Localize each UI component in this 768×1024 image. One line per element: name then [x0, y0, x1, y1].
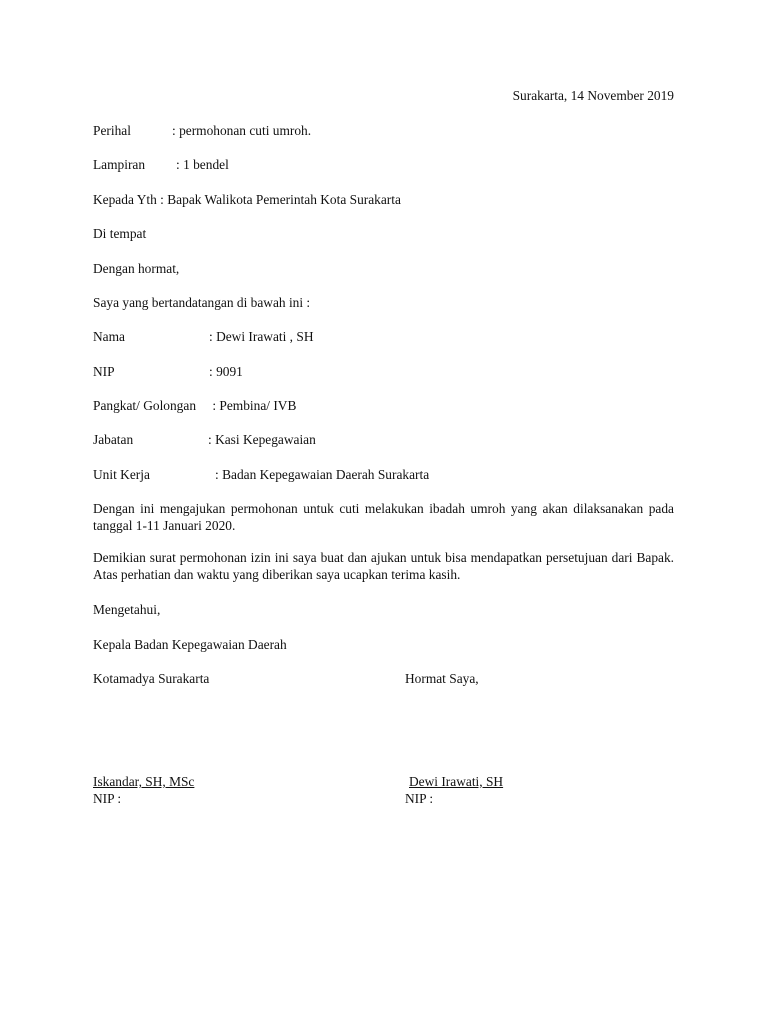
closing-paragraph: Demikian surat permohonan izin ini saya buat dan ajukan untuk bisa mendapatkan persetujuan dari Bapak. Atas perhatian dan waktu yang diberikan saya ucapkan terima kasih. [93, 550, 674, 582]
field-value: : Dewi Irawati , SH [209, 329, 314, 344]
recipient-line: Kepada Yth : Bapak Walikota Pemerintah Kota Surakarta [93, 192, 401, 207]
sender-closing: Hormat Saya, [405, 671, 479, 686]
body-paragraph: Dengan ini mengajukan permohonan untuk cuti melakukan ibadah umroh yang akan dilaksanakan pada tanggal 1-11 Januari 2020. [93, 501, 674, 533]
salutation: Dengan hormat, [93, 261, 180, 276]
field-row-nip [93, 363, 243, 380]
di-tempat: Di tempat [93, 226, 147, 241]
approver-title: Kepala Badan Kepegawaian Daerah [93, 637, 287, 652]
intro-line: Saya yang bertandatangan di bawah ini : [93, 295, 311, 310]
field-row-pangkat [93, 397, 296, 414]
field-row-jabatan [93, 431, 316, 448]
sender-name: Dewi Irawati, SH [409, 774, 504, 789]
field-value: : Badan Kepegawaian Daerah Surakarta [215, 467, 430, 482]
field-label: Nama [93, 329, 125, 344]
approver-org: Kotamadya Surakarta [93, 671, 210, 686]
field-row-unit-kerja [93, 466, 429, 483]
field-label: Pangkat/ Golongan [93, 398, 197, 413]
approver-nip: NIP : [93, 791, 122, 806]
lampiran-value: : 1 bendel [176, 157, 229, 172]
perihal-value: : permohonan cuti umroh. [172, 123, 312, 138]
mengetahui: Mengetahui, [93, 602, 161, 617]
perihal-label: Perihal [93, 123, 131, 138]
field-label: Jabatan [93, 432, 134, 447]
field-row-nama [93, 328, 314, 345]
approver-name: Iskandar, SH, MSc [93, 774, 195, 789]
perihal-row [93, 122, 311, 139]
place-date: Surakarta, 14 November 2019 [512, 88, 674, 103]
lampiran-row [93, 156, 229, 173]
field-value: : Kasi Kepegawaian [208, 432, 316, 447]
field-label: NIP [93, 364, 115, 379]
sender-nip: NIP : [405, 791, 434, 806]
field-value: : Pembina/ IVB [209, 398, 297, 413]
field-value: : 9091 [209, 364, 243, 379]
lampiran-label: Lampiran [93, 157, 146, 172]
field-label: Unit Kerja [93, 467, 150, 482]
